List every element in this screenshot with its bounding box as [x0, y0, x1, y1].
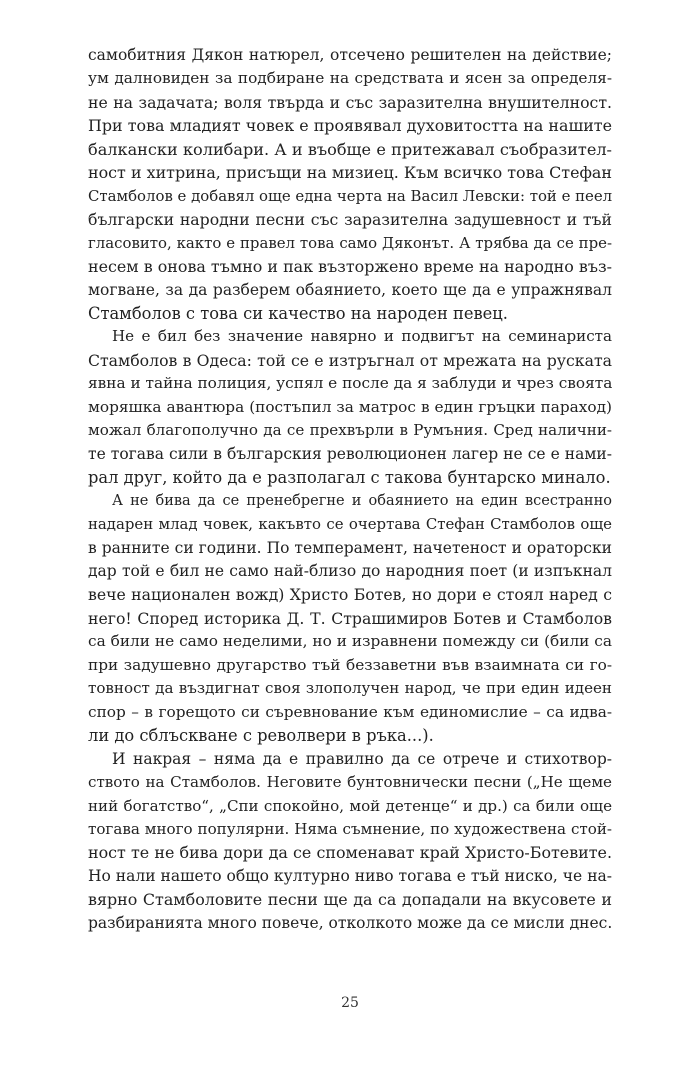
text-line: не на задачата; воля твърда и със заразителна внушителност.: [88, 92, 612, 112]
text-line: гласовито, както е правел това само Дяконът. А трябва да се пре-: [88, 233, 612, 252]
text-line: ли до сблъскване с револвери в ръка...).: [88, 726, 434, 746]
text-line: дар той е бил не само най-близо до народния поет (и изпъкнал: [88, 561, 612, 580]
text-line: ност и хитрина, присъщи на мизиец. Към всичко това Стефан: [88, 163, 612, 183]
text-line: Стамболов с това си качество на народен певец.: [88, 303, 508, 323]
text-line: балкански колибари. А и въобще е притежавал съобразител-: [88, 139, 612, 159]
text-line: разбиранията много повече, отколкото може да се мисли днес.: [88, 913, 613, 932]
text-line: Но нали нашето общо културно ниво тогава е тъй ниско, че на-: [88, 866, 612, 885]
text-line: несем в онова тъмно и пак възторжено време на народно въз-: [88, 257, 612, 277]
text-line: те тогава сили в българския революционен лагер не се е нами-: [88, 444, 612, 463]
text-line: Не е бил без значение навярно и подвигът на семинариста: [112, 327, 612, 346]
text-line: спор – в горещото си съревнование към единомислие – са идва-: [88, 702, 612, 721]
text-line: явна и тайна полиция, успял е после да я заблуди и чрез своята: [88, 374, 613, 393]
text-line: А не бива да се пренебрегне и обаянието на един всестранно: [112, 492, 612, 509]
text-line: вярно Стамболовите песни ще да са допадали на вкусовете и: [88, 890, 612, 910]
text-line: български народни песни със заразителна задушевност и тъй: [88, 210, 612, 230]
text-line: тогава много популярни. Няма съмнение, по художествена стой-: [88, 819, 612, 838]
text-line: можал благополучно да се прехвърли в Румъния. Сред налични-: [88, 421, 612, 440]
text-line: могване, за да разберем обаянието, което ще да е упражнявал: [88, 280, 612, 299]
paragraph: [88, 748, 612, 936]
body-text: [88, 44, 612, 935]
text-line: самобитния Дякон натюрел, отсечено решителен на действие;: [88, 46, 612, 64]
text-line: при задушевно другарство тъй беззаветни във взаимната си го-: [88, 655, 612, 674]
text-line: При това младият човек е проявявал духовитостта на нашите: [88, 116, 612, 136]
text-line: Стамболов в Одеса: той се е изтръгнал от мрежата на руската: [88, 350, 612, 370]
text-line: рал друг, който да е разполагал с такова бунтарско минало.: [88, 468, 611, 488]
text-line: него! Според историка Д. Т. Страшимиров Ботев и Стамболов: [88, 608, 612, 628]
text-line: надарен млад човек, какъвто се очертава Стефан Стамболов още: [88, 515, 612, 534]
text-line: ството на Стамболов. Неговите бунтовнически песни („Не щеме: [88, 773, 612, 792]
text-line: ум далновиден за подбиране на средствата и ясен за определя-: [88, 69, 612, 88]
text-line: товност да въздигнат своя злополучен народ, че при един идеен: [88, 679, 612, 698]
paragraph: [88, 490, 612, 748]
text-line: вече национален вожд) Христо Ботев, но дори е стоял наред с: [88, 585, 612, 605]
text-line: И накрая – няма да е правилно да се отрече и стихотвор-: [112, 749, 612, 768]
text-line: в ранните си години. По темперамент, начетеност и ораторски: [88, 538, 612, 557]
paragraph: [88, 44, 612, 325]
paragraph: [88, 325, 612, 489]
text-line: моряшка авантюра (постъпил за матрос в един гръцки параход): [88, 397, 612, 416]
text-line: ний богатство“, „Спи спокойно, мой детенце“ и др.) са били още: [88, 796, 612, 815]
text-line: ност те не бива дори да се споменават край Христо-Ботевите.: [88, 843, 612, 863]
text-line: са били не само неделими, но и изравнени помежду си (били са: [88, 632, 612, 651]
page-number: 25: [341, 995, 359, 1011]
text-line: Стамболов е добавял още една черта на Васил Левски: той е пеел: [88, 186, 613, 205]
